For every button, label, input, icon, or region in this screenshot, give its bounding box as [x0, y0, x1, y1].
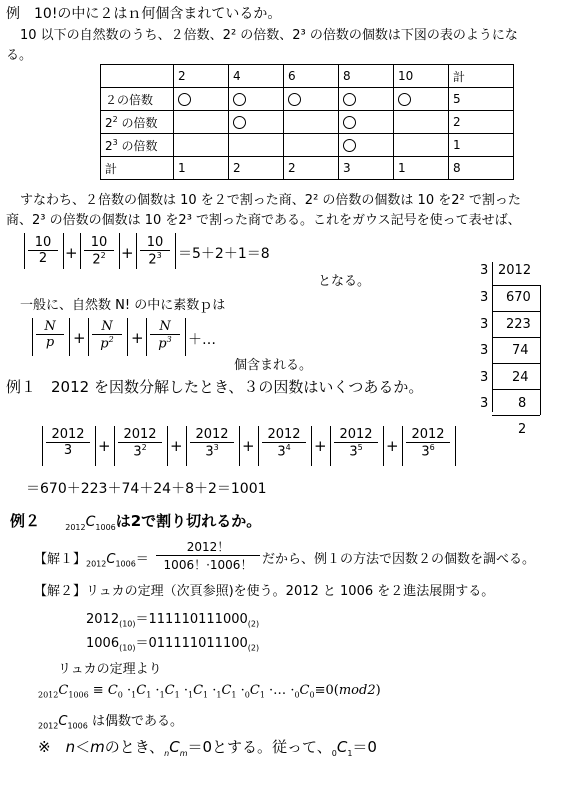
table-cell — [284, 88, 339, 111]
sum-cell: 8 — [449, 157, 514, 180]
solution1-fraction — [156, 538, 260, 573]
row-total: 5 — [449, 88, 514, 111]
circle-mark-icon — [233, 93, 246, 106]
row-total: 2 — [449, 111, 514, 134]
sum-cell: 3 — [339, 157, 394, 180]
divisor: 3 — [480, 290, 489, 305]
table-cell — [339, 88, 394, 111]
table-cell — [394, 111, 449, 134]
sum-cell: 1 — [394, 157, 449, 180]
ladder-line — [540, 337, 541, 363]
explain-line-1: すなわち、２倍数の個数は 10 を２で割った商、2² の倍数の個数は 10 を2² で割った — [20, 193, 521, 208]
ladder-line — [492, 311, 540, 312]
table-cell — [229, 88, 284, 111]
table-header-cell: 4 — [229, 65, 284, 88]
sum-cell: 2 — [229, 157, 284, 180]
intro-line-2: る。 — [6, 48, 33, 63]
table-sum-row — [101, 157, 514, 180]
table-cell — [174, 88, 229, 111]
example2-question: は2で割り切れるか。 — [115, 512, 262, 530]
fraction: $\frac{2012}{3}$ — [46, 427, 90, 458]
table-cell — [284, 111, 339, 134]
ladder-line — [492, 285, 540, 286]
table-cell — [229, 111, 284, 134]
table-cell — [284, 134, 339, 157]
fraction: $\frac{N}{p^3}$ — [150, 319, 180, 351]
plus-sign: + — [131, 329, 144, 347]
sum-cell: 1 — [174, 157, 229, 180]
table-cell — [394, 88, 449, 111]
plus-sign: + — [73, 329, 86, 347]
table-header-cell: 6 — [284, 65, 339, 88]
binary-expansion-2012: $2012_{(10)}=111110111000_{(2)}$ — [86, 612, 260, 629]
table-row — [101, 88, 514, 111]
fraction: $\frac{2012}{3^2}$ — [118, 427, 162, 459]
binomial-symbol: $_{2012}C_{1006}=$ — [86, 552, 149, 569]
table-cell — [339, 134, 394, 157]
fraction: $\frac{2012}{3^5}$ — [334, 427, 378, 459]
plus-sign: + — [121, 244, 134, 262]
ladder-line — [492, 415, 540, 416]
table-header-row — [101, 65, 514, 88]
table-cell — [394, 134, 449, 157]
divisor: 3 — [480, 370, 489, 385]
table-cell — [229, 134, 284, 157]
table-row — [101, 111, 514, 134]
intro-line-1: 10 以下の自然数のうち、２倍数、2² の倍数、2³ の倍数の個数は下図の表のようにな — [20, 28, 518, 43]
example1-title: 例１ 2012 を因数分解したとき、３の因数はいくつあるか。 — [6, 378, 424, 396]
even-statement: $_{2012}C_{1006}$ は偶数である。 — [38, 714, 183, 731]
ellipsis-term: ＋… — [188, 332, 216, 348]
multiples-table — [100, 64, 514, 180]
plus-sign: + — [65, 244, 78, 262]
circle-mark-icon — [343, 93, 356, 106]
table-cell — [339, 111, 394, 134]
ladder-line — [540, 311, 541, 337]
fraction: $\frac{2012}{3^6}$ — [406, 427, 450, 459]
row-label: $2^3$ の倍数 — [101, 134, 174, 157]
plus-sign: + — [242, 437, 255, 455]
fraction: $\frac{10}{2^2}$ — [84, 235, 114, 267]
dividend: 8 — [518, 396, 527, 411]
table-header-cell: 2 — [174, 65, 229, 88]
plus-sign: + — [98, 437, 111, 455]
dividend: 670 — [506, 290, 531, 305]
ladder-line — [540, 285, 541, 311]
row-label: $2^2$ の倍数 — [101, 111, 174, 134]
circle-mark-icon — [233, 116, 246, 129]
circle-mark-icon — [288, 93, 301, 106]
divisor: 3 — [480, 343, 489, 358]
ladder-line — [540, 389, 541, 415]
note: ※ n＜mのとき、$_nC_m=0$とする。従って、$_0C_1=0$ — [38, 738, 377, 758]
table-cell — [174, 134, 229, 157]
fraction: $\frac{2012}{3^4}$ — [262, 427, 306, 459]
row-label: ２の倍数 — [101, 88, 174, 111]
lucas-text: リュカの定理より — [58, 662, 162, 677]
solution1-label: 【解１】 — [34, 552, 87, 567]
sum-cell: 2 — [284, 157, 339, 180]
ladder-line — [540, 363, 541, 389]
divisor: 3 — [480, 317, 489, 332]
row-total: 1 — [449, 134, 514, 157]
divisor: 3 — [480, 263, 489, 278]
fraction: $\frac{2012}{3^3}$ — [190, 427, 234, 459]
table-header-cell: 計 — [449, 65, 514, 88]
circle-mark-icon — [178, 93, 191, 106]
fraction: $\frac{N}{p}$ — [36, 319, 64, 350]
ganmareru-text: 個含まれる。 — [234, 358, 313, 373]
table-row — [101, 134, 514, 157]
general-statement: 一般に、自然数 N! の中に素数ｐは — [20, 298, 226, 313]
circle-mark-icon — [398, 93, 411, 106]
dividend: 24 — [512, 370, 529, 385]
ladder-line — [492, 389, 540, 390]
table-cell — [174, 111, 229, 134]
sum-cell: 計 — [101, 157, 174, 180]
dividend: 223 — [506, 317, 531, 332]
plus-sign: + — [314, 437, 327, 455]
even-text: は偶数である。 — [91, 714, 183, 729]
fraction: $\frac{10}{2}$ — [28, 235, 58, 266]
fraction-numerator: 2012！ — [156, 538, 260, 556]
example2-label: 例２ — [10, 512, 41, 530]
divisor: 3 — [480, 396, 489, 411]
lucas-equation: $_{2012}C_{1006} \equiv C_0 \cdot_1C_1 \cdot_1C_1 \cdot_1C_1 \cdot_1C_1 \cdot_0C_1$ ·… $\cdot_0C_0\equiv 0(mod2)$ — [38, 683, 381, 700]
explain-line-2: 商、2³ の倍数の個数は 10 を2³ で割った商である。これをガウス記号を使って表せば、 — [6, 213, 521, 228]
table-header-cell: 10 — [394, 65, 449, 88]
tonaru-text: となる。 — [318, 274, 371, 289]
circle-mark-icon — [343, 139, 356, 152]
binary-expansion-1006: $1006_{(10)}=011111011100_{(2)}$ — [86, 636, 260, 653]
example-heading: 例 10!の中に２はｎ何個含まれているか。 — [6, 6, 282, 22]
solution1-text: だから、例１の方法で因数２の個数を調べる。 — [262, 552, 536, 567]
example1-result: ＝670＋223＋74＋24＋8＋2＝1001 — [26, 481, 267, 497]
solution2-text: リュカの定理（次頁参照)を使う。2012 と 1006 を２進法展開する。 — [86, 584, 495, 599]
fraction: $\frac{10}{2^3}$ — [140, 235, 170, 267]
plus-sign: + — [170, 437, 183, 455]
ladder-line — [492, 337, 540, 338]
dividend: 2012 — [498, 263, 532, 278]
table-header-cell: 8 — [339, 65, 394, 88]
table-header-cell — [101, 65, 174, 88]
quotient: 2 — [518, 422, 527, 437]
circle-mark-icon — [343, 116, 356, 129]
fraction-denominator: 1006！·1006！ — [163, 558, 253, 572]
binomial-symbol: $_{2012}C_{1006}$ — [65, 514, 116, 532]
dividend: 74 — [512, 343, 529, 358]
solution2-label: 【解２】 — [34, 584, 87, 599]
ladder-line — [492, 363, 540, 364]
fraction: $\frac{N}{p^2}$ — [92, 319, 122, 351]
example2-title — [10, 510, 261, 532]
gauss-result: ＝5＋2＋1＝8 — [178, 246, 270, 262]
plus-sign: + — [386, 437, 399, 455]
